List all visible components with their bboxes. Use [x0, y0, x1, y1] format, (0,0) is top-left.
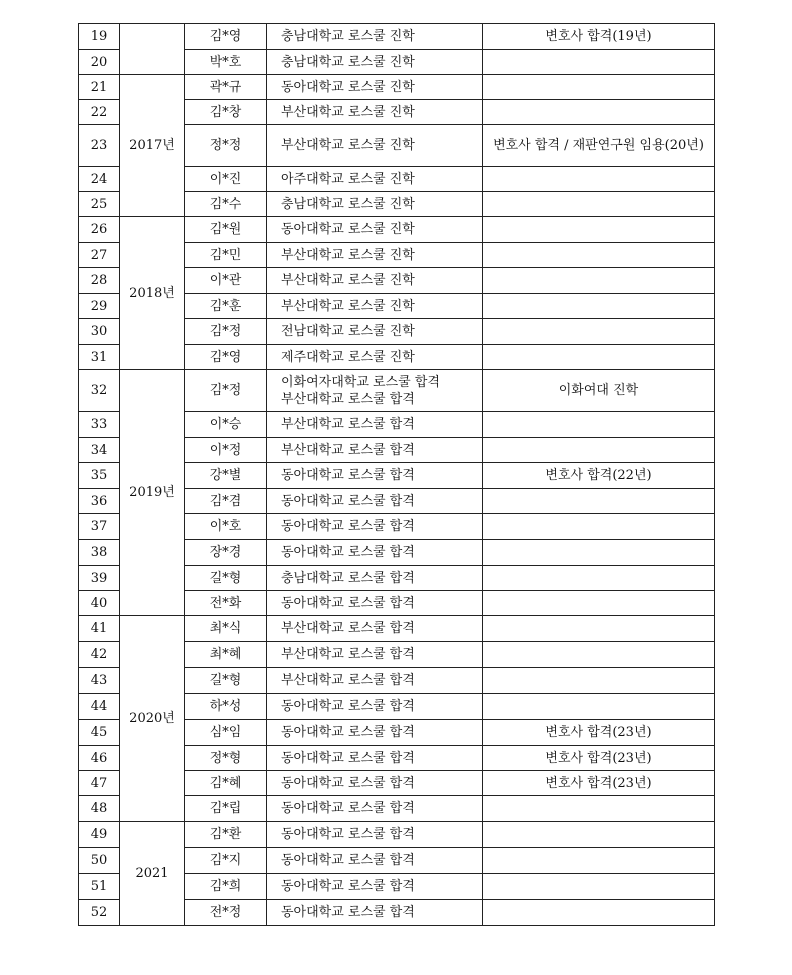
- school-cell: [267, 217, 483, 243]
- school-line: 동아대학교 로스쿨 합격: [281, 725, 415, 740]
- row-number: 29: [79, 294, 120, 319]
- student-name: 이*관: [185, 268, 267, 294]
- student-name: 정*정: [185, 125, 267, 167]
- row-number: 37: [79, 514, 120, 540]
- row-number: 47: [79, 771, 120, 796]
- row-number: 50: [79, 848, 120, 874]
- table-row: [79, 616, 715, 642]
- school-line: 부산대학교 로스쿨 합격: [281, 442, 415, 458]
- school-line: 아주대학교 로스쿨 진학: [281, 171, 415, 187]
- school-line: 부산대학교 로스쿨 진학: [281, 104, 415, 120]
- row-number: 42: [79, 642, 120, 668]
- admissions-table-body: [79, 24, 715, 926]
- school-line: 이화여자대학교 로스쿨 합격: [281, 374, 440, 390]
- note-cell: [483, 217, 715, 243]
- table-row: [79, 217, 715, 243]
- row-number: 30: [79, 319, 120, 345]
- student-name: 박*호: [185, 50, 267, 75]
- note-cell: [483, 167, 715, 192]
- note-cell: [483, 100, 715, 125]
- note-cell: [483, 694, 715, 720]
- note-cell: [483, 268, 715, 294]
- school-cell: [267, 75, 483, 100]
- table-row: [79, 822, 715, 848]
- student-name: 최*혜: [185, 642, 267, 668]
- student-name: 이*진: [185, 167, 267, 192]
- school-line: 동아대학교 로스쿨 합격: [281, 545, 415, 560]
- row-number: 49: [79, 822, 120, 848]
- note-cell: [483, 822, 715, 848]
- table-row: [79, 370, 715, 412]
- row-number: 20: [79, 50, 120, 75]
- note-cell: 변호사 합격(23년): [483, 720, 715, 746]
- school-cell: [267, 243, 483, 268]
- student-name: 김*민: [185, 243, 267, 268]
- note-cell: [483, 616, 715, 642]
- row-number: 22: [79, 100, 120, 125]
- note-cell: [483, 489, 715, 514]
- student-name: 이*정: [185, 438, 267, 463]
- note-cell: 변호사 합격(22년): [483, 463, 715, 489]
- year-cell: [120, 24, 185, 75]
- school-cell: [267, 438, 483, 463]
- school-line: 부산대학교 로스쿨 합격: [281, 647, 415, 662]
- school-cell: [267, 746, 483, 771]
- school-cell: [267, 192, 483, 217]
- school-line: 동아대학교 로스쿨 합격: [281, 853, 415, 868]
- school-line: 충남대학교 로스쿨 진학: [281, 29, 415, 44]
- row-number: 41: [79, 616, 120, 642]
- school-cell: [267, 642, 483, 668]
- admissions-table: [78, 23, 715, 926]
- school-line: 동아대학교 로스쿨 합격: [281, 468, 415, 483]
- school-cell: [267, 540, 483, 566]
- school-cell: [267, 796, 483, 822]
- row-number: 48: [79, 796, 120, 822]
- note-cell: [483, 668, 715, 694]
- row-number: 38: [79, 540, 120, 566]
- note-cell: 변호사 합격 / 재판연구원 임용(20년): [483, 125, 715, 167]
- school-cell: [267, 616, 483, 642]
- student-name: 최*식: [185, 616, 267, 642]
- school-line: 충남대학교 로스쿨 진학: [281, 54, 415, 70]
- row-number: 35: [79, 463, 120, 489]
- school-cell: [267, 668, 483, 694]
- row-number: 21: [79, 75, 120, 100]
- student-name: 김*환: [185, 822, 267, 848]
- school-line: 부산대학교 로스쿨 합격: [281, 417, 415, 432]
- year-cell: 2018년: [120, 217, 185, 370]
- note-cell: [483, 75, 715, 100]
- school-cell: [267, 50, 483, 75]
- school-cell: [267, 900, 483, 926]
- note-cell: [483, 243, 715, 268]
- note-cell: [483, 796, 715, 822]
- school-line: 동아대학교 로스쿨 합격: [281, 750, 415, 766]
- student-name: 이*승: [185, 412, 267, 438]
- note-cell: [483, 540, 715, 566]
- year-cell: 2019년: [120, 370, 185, 616]
- note-cell: 이화여대 진학: [483, 370, 715, 412]
- school-line: 충남대학교 로스쿨 진학: [281, 196, 415, 212]
- school-cell: [267, 514, 483, 540]
- student-name: 곽*규: [185, 75, 267, 100]
- school-cell: [267, 848, 483, 874]
- school-line: 동아대학교 로스쿨 합격: [281, 595, 415, 611]
- row-number: 51: [79, 874, 120, 900]
- student-name: 김*수: [185, 192, 267, 217]
- school-cell: [267, 345, 483, 370]
- row-number: 26: [79, 217, 120, 243]
- school-line: 동아대학교 로스쿨 진학: [281, 79, 415, 95]
- student-name: 장*경: [185, 540, 267, 566]
- row-number: 39: [79, 566, 120, 591]
- student-name: 김*립: [185, 796, 267, 822]
- school-line: 동아대학교 로스쿨 합격: [281, 827, 415, 842]
- row-number: 19: [79, 24, 120, 50]
- school-line: 부산대학교 로스쿨 합격: [281, 621, 415, 636]
- school-line: 동아대학교 로스쿨 합격: [281, 519, 415, 534]
- note-cell: [483, 848, 715, 874]
- school-line: 동아대학교 로스쿨 합격: [281, 801, 415, 816]
- note-cell: [483, 345, 715, 370]
- school-line: 동아대학교 로스쿨 진학: [281, 222, 415, 237]
- row-number: 45: [79, 720, 120, 746]
- student-name: 하*성: [185, 694, 267, 720]
- school-cell: [267, 100, 483, 125]
- student-name: 이*호: [185, 514, 267, 540]
- row-number: 44: [79, 694, 120, 720]
- row-number: 28: [79, 268, 120, 294]
- school-line: 동아대학교 로스쿨 합격: [281, 699, 415, 714]
- note-cell: [483, 642, 715, 668]
- note-cell: 변호사 합격(19년): [483, 24, 715, 50]
- student-name: 길*형: [185, 566, 267, 591]
- school-line: 동아대학교 로스쿨 합격: [281, 493, 415, 509]
- student-name: 길*형: [185, 668, 267, 694]
- student-name: 강*별: [185, 463, 267, 489]
- school-cell: [267, 24, 483, 50]
- note-cell: [483, 566, 715, 591]
- row-number: 52: [79, 900, 120, 926]
- school-line: 제주대학교 로스쿨 진학: [281, 349, 415, 365]
- year-cell: 2021: [120, 822, 185, 926]
- school-cell: [267, 463, 483, 489]
- school-line: 동아대학교 로스쿨 합격: [281, 775, 415, 791]
- school-cell: [267, 294, 483, 319]
- school-cell: [267, 591, 483, 616]
- note-cell: 변호사 합격(23년): [483, 746, 715, 771]
- school-line: 부산대학교 로스쿨 진학: [281, 138, 415, 153]
- note-cell: [483, 900, 715, 926]
- school-cell: [267, 720, 483, 746]
- school-cell: [267, 370, 483, 412]
- row-number: 40: [79, 591, 120, 616]
- school-cell: [267, 167, 483, 192]
- school-line: 전남대학교 로스쿨 진학: [281, 324, 415, 339]
- school-line-2: 부산대학교 로스쿨 합격: [281, 391, 415, 407]
- school-line: 부산대학교 로스쿨 진학: [281, 247, 415, 263]
- student-name: 김*겸: [185, 489, 267, 514]
- table-row: [79, 24, 715, 50]
- school-cell: [267, 874, 483, 900]
- school-cell: [267, 566, 483, 591]
- student-name: 전*정: [185, 900, 267, 926]
- student-name: 김*원: [185, 217, 267, 243]
- note-cell: [483, 294, 715, 319]
- school-line: 부산대학교 로스쿨 진학: [281, 298, 415, 314]
- school-line: 충남대학교 로스쿨 합격: [281, 570, 415, 586]
- school-cell: [267, 125, 483, 167]
- student-name: 김*영: [185, 345, 267, 370]
- school-cell: [267, 268, 483, 294]
- student-name: 김*훈: [185, 294, 267, 319]
- school-line: 부산대학교 로스쿨 합격: [281, 673, 415, 688]
- school-cell: [267, 771, 483, 796]
- row-number: 36: [79, 489, 120, 514]
- year-cell: 2017년: [120, 75, 185, 217]
- row-number: 46: [79, 746, 120, 771]
- student-name: 김*영: [185, 24, 267, 50]
- note-cell: [483, 50, 715, 75]
- note-cell: [483, 591, 715, 616]
- note-cell: [483, 438, 715, 463]
- school-cell: [267, 489, 483, 514]
- student-name: 김*정: [185, 319, 267, 345]
- note-cell: [483, 514, 715, 540]
- row-number: 31: [79, 345, 120, 370]
- student-name: 김*창: [185, 100, 267, 125]
- school-cell: [267, 412, 483, 438]
- note-cell: [483, 874, 715, 900]
- student-name: 김*정: [185, 370, 267, 412]
- row-number: 27: [79, 243, 120, 268]
- row-number: 24: [79, 167, 120, 192]
- school-cell: [267, 319, 483, 345]
- row-number: 33: [79, 412, 120, 438]
- row-number: 23: [79, 125, 120, 167]
- school-cell: [267, 694, 483, 720]
- school-cell: [267, 822, 483, 848]
- student-name: 심*임: [185, 720, 267, 746]
- note-cell: [483, 192, 715, 217]
- row-number: 34: [79, 438, 120, 463]
- note-cell: [483, 319, 715, 345]
- note-cell: [483, 412, 715, 438]
- note-cell: 변호사 합격(23년): [483, 771, 715, 796]
- school-line: 동아대학교 로스쿨 합격: [281, 905, 415, 920]
- row-number: 25: [79, 192, 120, 217]
- student-name: 김*희: [185, 874, 267, 900]
- student-name: 김*지: [185, 848, 267, 874]
- year-cell: 2020년: [120, 616, 185, 822]
- table-row: [79, 75, 715, 100]
- student-name: 전*화: [185, 591, 267, 616]
- row-number: 43: [79, 668, 120, 694]
- student-name: 정*형: [185, 746, 267, 771]
- school-line: 동아대학교 로스쿨 합격: [281, 879, 415, 894]
- row-number: 32: [79, 370, 120, 412]
- student-name: 김*혜: [185, 771, 267, 796]
- school-line: 부산대학교 로스쿨 진학: [281, 273, 415, 288]
